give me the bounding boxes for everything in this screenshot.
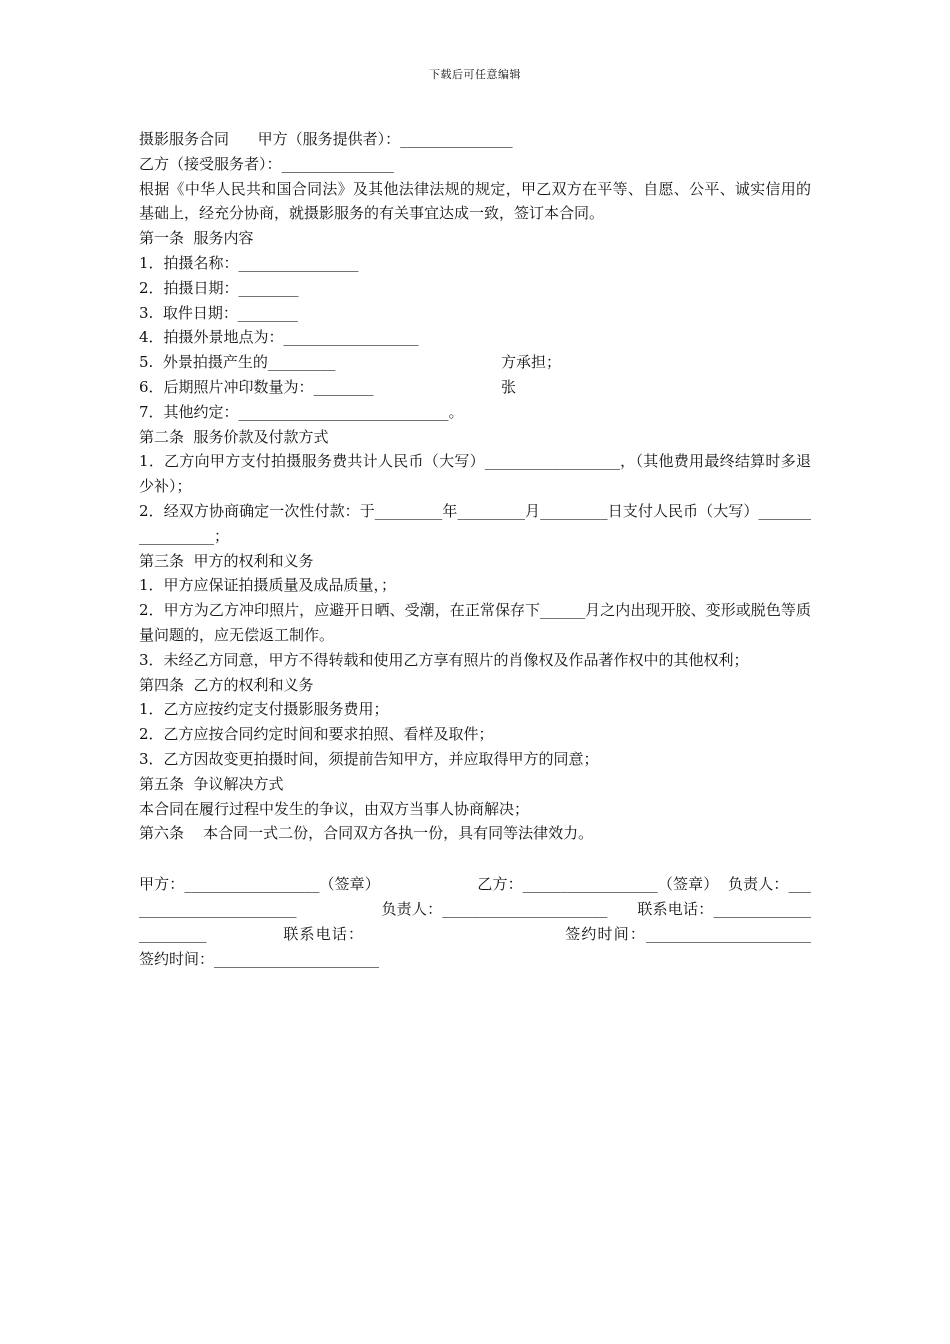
article-4-item-2: 2．乙方应按合同约定时间和要求拍照、看样及取件；: [139, 725, 494, 744]
article-3-item-1: 1．甲方应保证拍摄质量及成品质量，；: [139, 576, 397, 595]
spacer: [139, 846, 811, 872]
page-header: 下载后可任意编辑: [429, 68, 521, 81]
article-1-item-2: 2．拍摄日期：________: [139, 278, 299, 297]
article-1-item-6-right: 张: [501, 377, 517, 396]
article-1-item-4: 4．拍摄外景地点为：__________________: [139, 328, 419, 347]
article-1-heading: 第一条 服务内容: [139, 229, 254, 248]
intro-paragraph: 根据《中华人民共和国合同法》及其他法律法规的规定，甲乙双方在平等、自愿、公平、诚实信用的基础上，经充分协商，就摄影服务的有关事宜达成一致，签订本合同。: [139, 179, 811, 223]
article-1-item-3: 3. 取件日期：________: [139, 303, 298, 322]
article-4-item-1: 1．乙方应按约定支付摄影服务费用；: [139, 700, 389, 719]
article-1-item-7: 7．其他约定：____________________________。: [139, 402, 464, 421]
article-5-text: 本合同在履行过程中发生的争议，由双方当事人协商解决；: [139, 799, 530, 818]
article-1-item-1: 1．拍摄名称：________________: [139, 253, 359, 272]
article-2-item-2: 2．经双方协商确定一次性付款：于_________年_________月_________日支付人民币（大写）_________________；: [139, 501, 811, 545]
article-2-item-1: 1．乙方向甲方支付拍摄服务费共计人民币（大写）__________________，（其他费用最终结算时多退少补）；: [139, 452, 811, 496]
contract-title-line: 摄影服务合同 甲方（服务提供者）：_______________: [139, 130, 513, 148]
article-2-heading: 第二条 服务价款及付款方式: [139, 427, 329, 446]
article-1-item-6-left: 6．后期照片冲印数量为：________: [139, 377, 374, 396]
party-b-line: 乙方（接受服务者）：_______________: [139, 154, 395, 173]
article-6-text: 第六条 本合同一式二份，合同双方各执一份，具有同等法律效力。: [139, 824, 594, 843]
article-4-heading: 第四条 乙方的权利和义务: [139, 675, 314, 694]
article-1-item-5-left: 5. 外景拍摄产生的_________: [139, 353, 336, 372]
signature-block: 甲方：__________________（签章） 乙方：__________________（签章） 负责人：________________________ 负责人：______________________ 联系电话：______________________ 联系电话： 签约时间：______________________ 签约时间：______________________: [139, 875, 902, 968]
contract-body: [139, 127, 902, 971]
article-1-item-5: [139, 350, 811, 375]
article-4-item-3: 3．乙方因故变更拍摄时间，须提前告知甲方，并应取得甲方的同意；: [139, 749, 599, 768]
article-3-item-3: 3．未经乙方同意，甲方不得转载和使用乙方享有照片的肖像权及作品著作权中的其他权利；: [139, 650, 749, 669]
article-3-item-2: 2．甲方为乙方冲印照片，应避开日晒、受潮，在正常保存下______月之内出现开胶、变形或脱色等质量问题的，应无偿返工制作。: [139, 601, 811, 644]
article-1-item-5-right: 方承担；: [501, 353, 562, 372]
article-5-heading: 第五条 争议解决方式: [139, 774, 284, 793]
article-1-item-6: [139, 375, 811, 400]
article-3-heading: 第三条 甲方的权利和义务: [139, 551, 314, 570]
